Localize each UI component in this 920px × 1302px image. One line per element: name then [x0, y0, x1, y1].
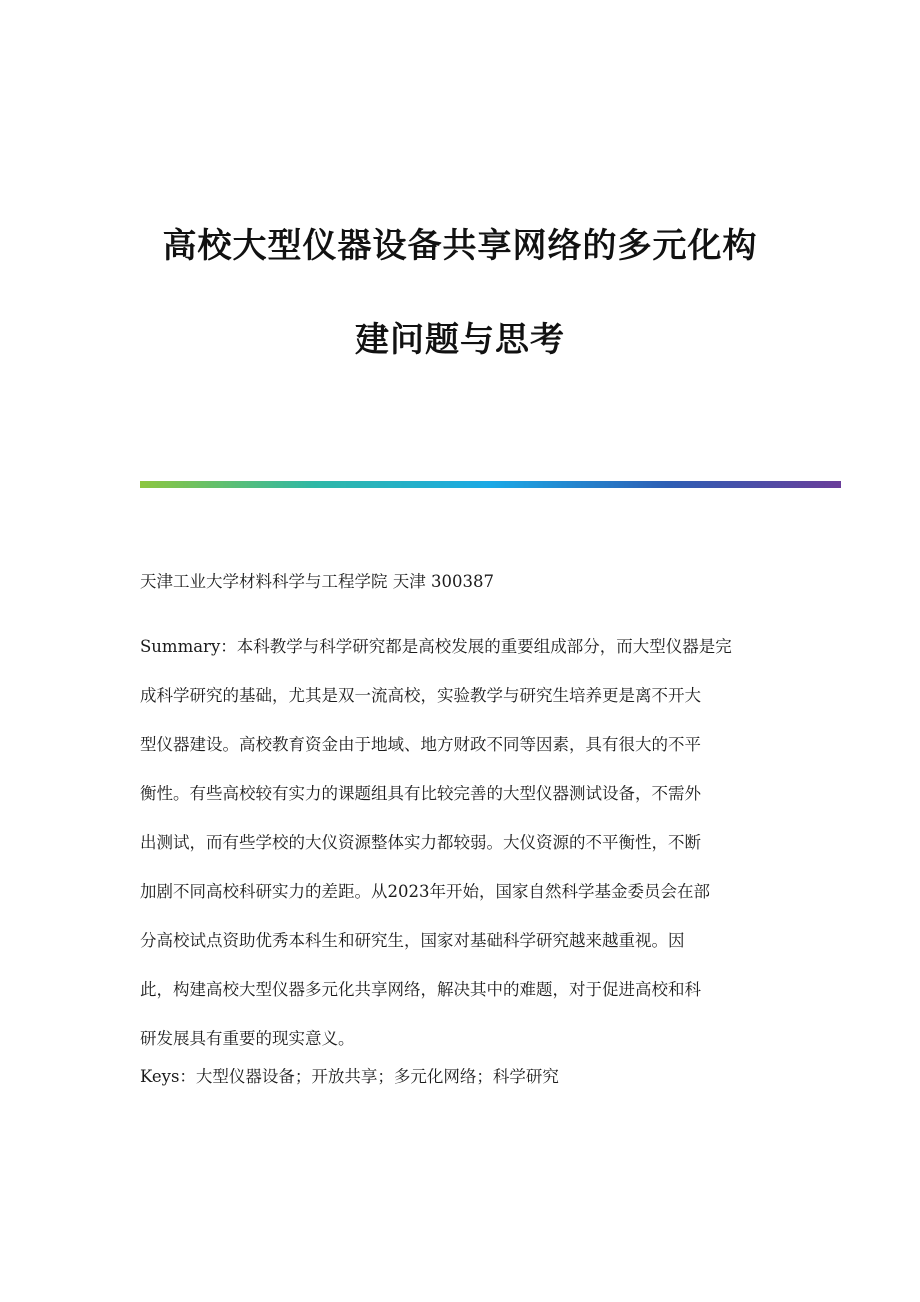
summary-line: 出测试，而有些学校的大仪资源整体实力都较弱。大仪资源的不平衡性，不断: [140, 833, 701, 852]
summary-line: 此，构建高校大型仪器多元化共享网络，解决其中的难题，对于促进高校和科: [140, 980, 701, 999]
affiliation: 天津工业大学材料科学与工程学院 天津 300387: [140, 572, 494, 591]
keywords: Keys：大型仪器设备；开放共享；多元化网络；科学研究: [140, 1067, 559, 1086]
summary-line: 研发展具有重要的现实意义。: [140, 1029, 355, 1048]
summary-line: 型仪器建设。高校教育资金由于地域、地方财政不同等因素，具有很大的不平: [140, 735, 701, 754]
gradient-divider: [140, 481, 841, 488]
summary-line: 分高校试点资助优秀本科生和研究生，国家对基础科学研究越来越重视。因: [140, 931, 685, 950]
summary-paragraph: [140, 622, 780, 1063]
summary-line: 加剧不同高校科研实力的差距。从2023年开始，国家自然科学基金委员会在部: [140, 882, 710, 901]
summary-line: 成科学研究的基础，尤其是双一流高校，实验教学与研究生培养更是离不开大: [140, 686, 701, 705]
summary-line: 衡性。有些高校较有实力的课题组具有比较完善的大型仪器测试设备，不需外: [140, 784, 701, 803]
paper-title-line-2: 建问题与思考: [355, 320, 565, 360]
paper-title-line-1: 高校大型仪器设备共享网络的多元化构: [162, 226, 758, 266]
summary-line: Summary：本科教学与科学研究都是高校发展的重要组成部分，而大型仪器是完: [140, 637, 732, 656]
